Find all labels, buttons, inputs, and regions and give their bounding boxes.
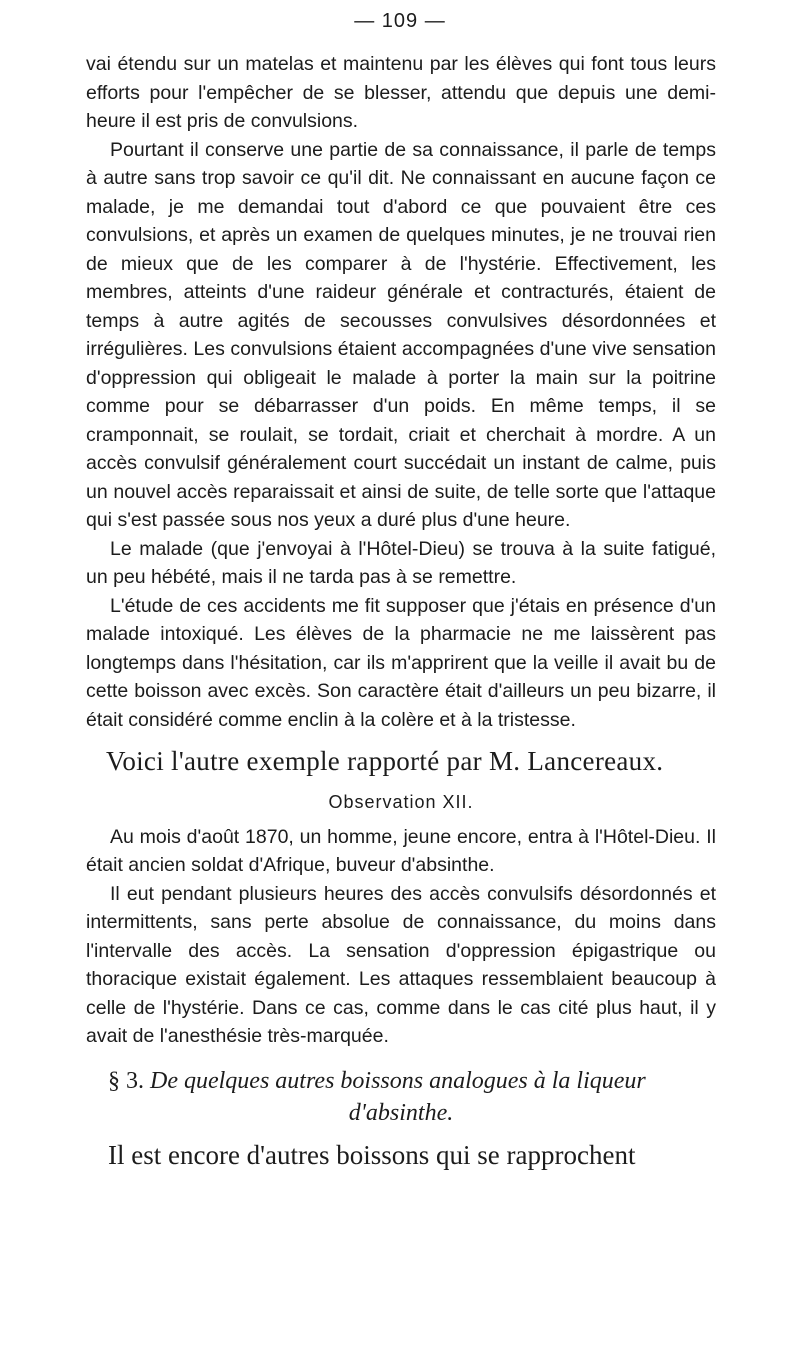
closing-line: Il est encore d'autres boissons qui se rapprochent [108, 1139, 636, 1170]
observation-paragraph-details: Il eut pendant plusieurs heures des accès convulsifs désordonnés et intermittents, sans perte absolue de connaissance, du moins dans l'intervalle des accès. La sensation d'oppression épigastrique ou thoracique existait également. Les attaques ressemblaient beaucoup à celle de l'hystérie. Dans ce cas, comme dans le cas cité plus haut, il y avait de l'anesthésie très-marquée. [86, 882, 716, 1047]
section-number: § 3. [108, 1067, 144, 1094]
observation-title: Observation XII. [328, 792, 474, 812]
body-text [86, 50, 716, 1171]
page-number: — 109 — [354, 10, 446, 32]
paragraph-convulsions: Pourtant il conserve une partie de sa connaissance, il parle de temps à autre sans trop savoir ce qu'il dit. Ne connaissant en aucune façon ce malade, je me demandai tout d'abord ce que pouvaient être ces convulsions, et après un examen de quelques minutes, je ne trouvai rien de mieux que de les comparer à de l'hystérie. Effectivement, les membres, atteints d'une raideur générale et contracturés, étaient de temps à autre agités de secousses convulsives désordonnées et irrégulières. Les convulsions étaient accompagnées d'une vive sensation d'oppression qui obligeait le malade à porter la main sur la poitrine comme pour se débarrasser d'un poids. En même temps, il se cramponnait, se roulait, se tordait, criait et cherchait à mordre. A un accès convulsif généralement court succédait un instant de calme, puis un nouvel accès reparaissait et ainsi de suite, de telle sorte que l'attaque qui s'est passée sous nos yeux a duré plus d'une heure. [86, 138, 716, 531]
section-title-line2: d'absinthe. [348, 1099, 454, 1126]
section-title-line1: De quelques autres boissons analogues à la liqueur [150, 1067, 646, 1094]
example-heading: Voici l'autre exemple rapporté par M. Lancereaux. [106, 746, 664, 776]
observation-paragraph-intro: Au mois d'août 1870, un homme, jeune encore, entra à l'Hôtel-Dieu. Il était ancien soldat d'Afrique, buveur d'absinthe. [86, 825, 716, 876]
paragraph-recovery: Le malade (que j'envoyai à l'Hôtel-Dieu) se trouva à la suite fatigué, un peu hébété, mais il ne tarda pas à se remettre. [86, 537, 716, 588]
paragraph-continuation: vai étendu sur un matelas et maintenu par les élèves qui font tous leurs efforts pour l'empêcher de se blesser, attendu que depuis une demi-heure il est pris de convulsions. [86, 53, 716, 132]
paragraph-intoxication: L'étude de ces accidents me fit supposer que j'étais en présence d'un malade intoxiqué. Les élèves de la pharmacie ne me laissèrent pas longtemps dans l'hésitation, car ils m'apprirent que la veille il avait bu de cette boisson avec excès. Son caractère était d'ailleurs un peu bizarre, il était considéré comme enclin à la colère et à la tristesse. [86, 594, 716, 731]
section-heading [108, 1065, 716, 1129]
